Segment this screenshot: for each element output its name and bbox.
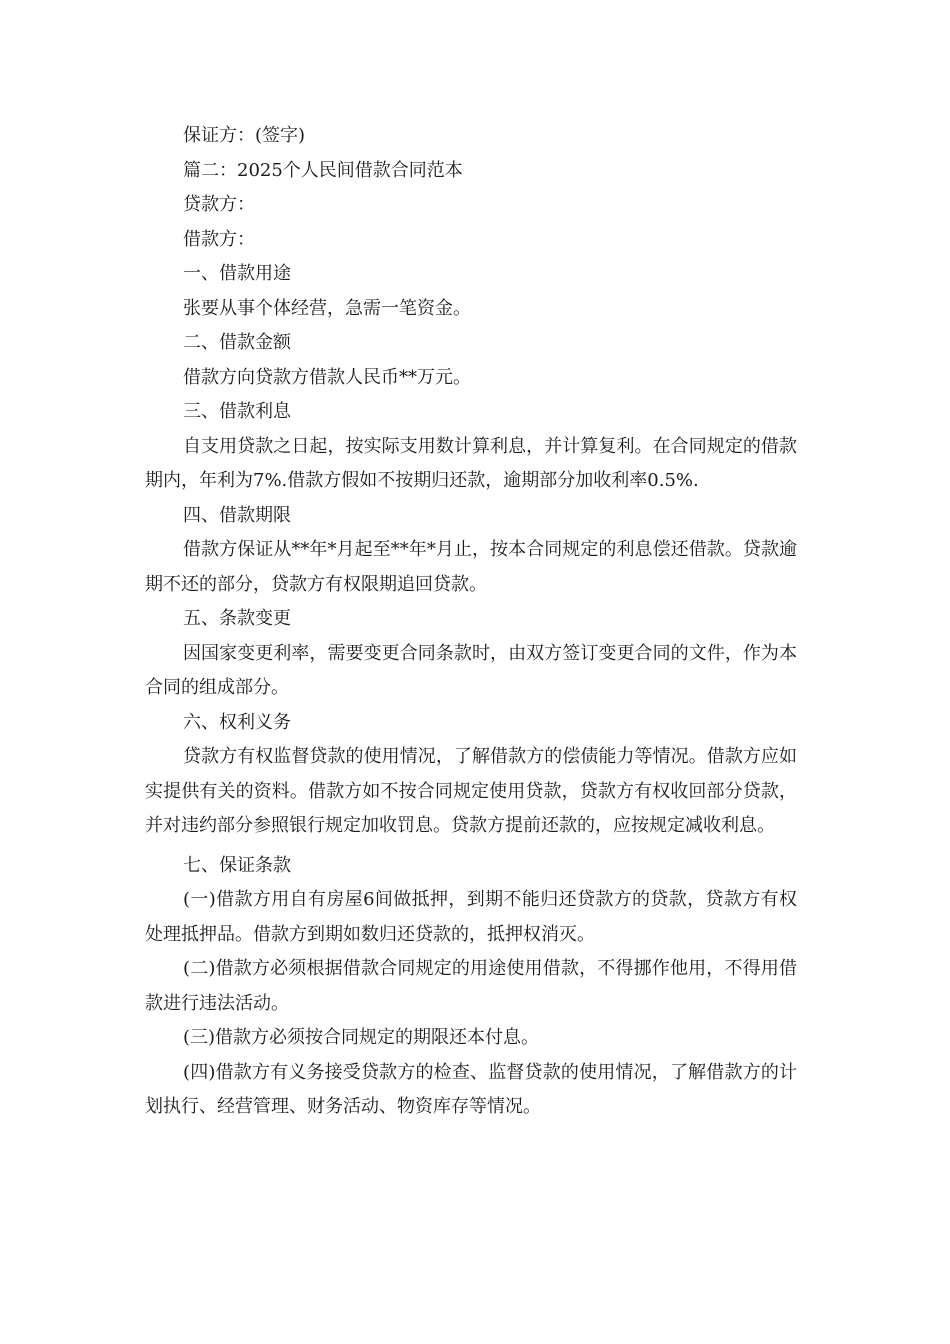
clause-text: 自支用贷款之日起，按实际支用数计算利息，并计算复利。在合同规定的借款期内，年利为7%.借款方假如不按期归还款，逾期部分加收利率0.5%. [145,435,797,491]
clause-heading: 三、借款利息 [183,401,291,422]
guarantee-item: (一)借款方用自有房屋6间做抵押，到期不能归还贷款方的贷款，贷款方有权处理抵押品。借款方到期如数归还贷款的，抵押权消灭。 [145,889,797,945]
guarantee-item: (四)借款方有义务接受贷款方的检查、监督贷款的使用情况，了解借款方的计划执行、经营管理、财务活动、物资库存等情况。 [145,1061,797,1117]
clause-text: 借款方保证从**年*月起至**年*月止，按本合同规定的利息偿还借款。贷款逾期不还的部分，贷款方有权限期追回贷款。 [145,539,797,595]
clause-heading: 七、保证条款 [183,854,291,876]
clause-text: 借款方向贷款方借款人民币**万元。 [183,366,471,388]
guarantee-item: (三)借款方必须按合同规定的期限还本付息。 [183,1027,540,1048]
clause-heading: 一、借款用途 [183,263,291,284]
clause-heading: 五、条款变更 [183,608,291,629]
clause-text: 因国家变更利率，需要变更合同条款时，由双方签订变更合同的文件，作为本合同的组成部分。 [145,642,797,698]
guarantor-signature-line: 保证方：(签字) [183,125,306,146]
guarantee-item: (二)借款方必须根据借款合同规定的用途使用借款，不得挪作他用，不得用借款进行违法活动。 [145,958,797,1014]
borrower-line: 借款方： [183,228,255,250]
lender-line: 贷款方： [183,194,255,215]
clause-text: 贷款方有权监督贷款的使用情况，了解借款方的偿债能力等情况。借款方应如实提供有关的资料。借款方如不按合同规定使用贷款，贷款方有权收回部分贷款，并对违约部分参照银行规定加收罚息。贷款方提前还款的，应按规定减收利息。 [145,746,797,836]
clause-heading: 四、借款期限 [183,504,291,526]
clause-heading: 六、权利义务 [183,711,291,733]
section-title: 篇二：2025个人民间借款合同范本 [183,159,463,181]
clause-text: 张要从事个体经营，急需一笔资金。 [183,297,471,319]
document-body [145,119,797,1125]
clause-heading: 二、借款金额 [183,332,291,353]
